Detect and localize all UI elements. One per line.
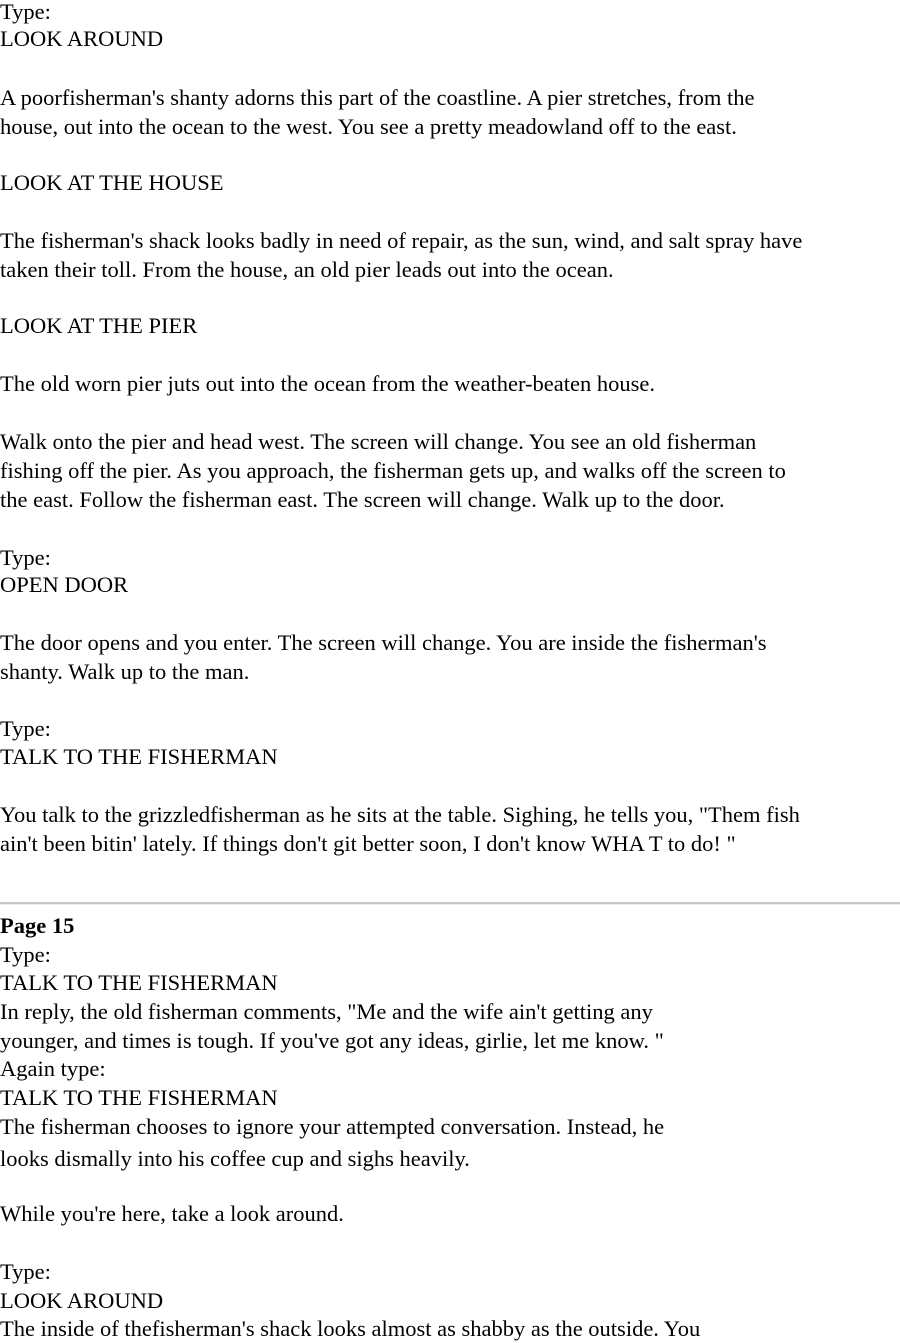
again-type-label: Again type: (0, 1056, 106, 1081)
page-divider (0, 902, 900, 905)
paragraph-talk-line-2: ain't been bitin' lately. If things don't git better soon, I don't know WHA T to do! " (0, 831, 736, 856)
paragraph-walk-line-1: Walk onto the pier and head west. The screen will change. You see an old fisherman (0, 429, 757, 454)
paragraph-coastline-line-2: house, out into the ocean to the west. You see a pretty meadowland off to the east. (0, 114, 737, 139)
command-look-at-house: LOOK AT THE HOUSE (0, 170, 224, 195)
paragraph-reply-line-2: younger, and times is tough. If you've got any ideas, girlie, let me know. " (0, 1028, 664, 1053)
command-look-at-pier: LOOK AT THE PIER (0, 313, 198, 338)
page-number-label: Page 15 (0, 913, 75, 938)
paragraph-pier: The old worn pier juts out into the ocean from the weather-beaten house. (0, 371, 655, 396)
paragraph-inside-line-1: The inside of thefisherman's shack looks almost as shabby as the outside. You (0, 1316, 701, 1341)
paragraph-house-line-1: The fisherman's shack looks badly in need of repair, as the sun, wind, and salt spray have (0, 228, 803, 253)
type-label: Type: (0, 545, 51, 570)
paragraph-talk-line-1: You talk to the grizzledfisherman as he sits at the table. Sighing, he tells you, "Them fish (0, 802, 800, 827)
command-talk-to-fisherman: TALK TO THE FISHERMAN (0, 744, 278, 769)
paragraph-coastline-line-1: A poorfisherman's shanty adorns this part of the coastline. A pier stretches, from the (0, 85, 755, 110)
paragraph-ignore-line-2: looks dismally into his coffee cup and sighs heavily. (0, 1146, 470, 1171)
type-label: Type: (0, 942, 51, 967)
type-label: Type: (0, 716, 51, 741)
command-look-around: LOOK AROUND (0, 26, 164, 51)
paragraph-while-here: While you're here, take a look around. (0, 1201, 344, 1226)
paragraph-house-line-2: taken their toll. From the house, an old pier leads out into the ocean. (0, 257, 614, 282)
command-look-around: LOOK AROUND (0, 1288, 164, 1313)
command-talk-to-fisherman: TALK TO THE FISHERMAN (0, 1085, 278, 1110)
paragraph-walk-line-2: fishing off the pier. As you approach, the fisherman gets up, and walks off the screen to (0, 458, 786, 483)
paragraph-door-line-1: The door opens and you enter. The screen will change. You are inside the fisherman's (0, 630, 767, 655)
command-open-door: OPEN DOOR (0, 572, 129, 597)
paragraph-ignore-line-1: The fisherman chooses to ignore your attempted conversation. Instead, he (0, 1114, 665, 1139)
paragraph-reply-line-1: In reply, the old fisherman comments, "Me and the wife ain't getting any (0, 999, 653, 1024)
command-talk-to-fisherman: TALK TO THE FISHERMAN (0, 970, 278, 995)
type-label: Type: (0, 1259, 51, 1284)
paragraph-walk-line-3: the east. Follow the fisherman east. The screen will change. Walk up to the door. (0, 487, 725, 512)
type-label: Type: (0, 0, 51, 24)
paragraph-door-line-2: shanty. Walk up to the man. (0, 659, 250, 684)
